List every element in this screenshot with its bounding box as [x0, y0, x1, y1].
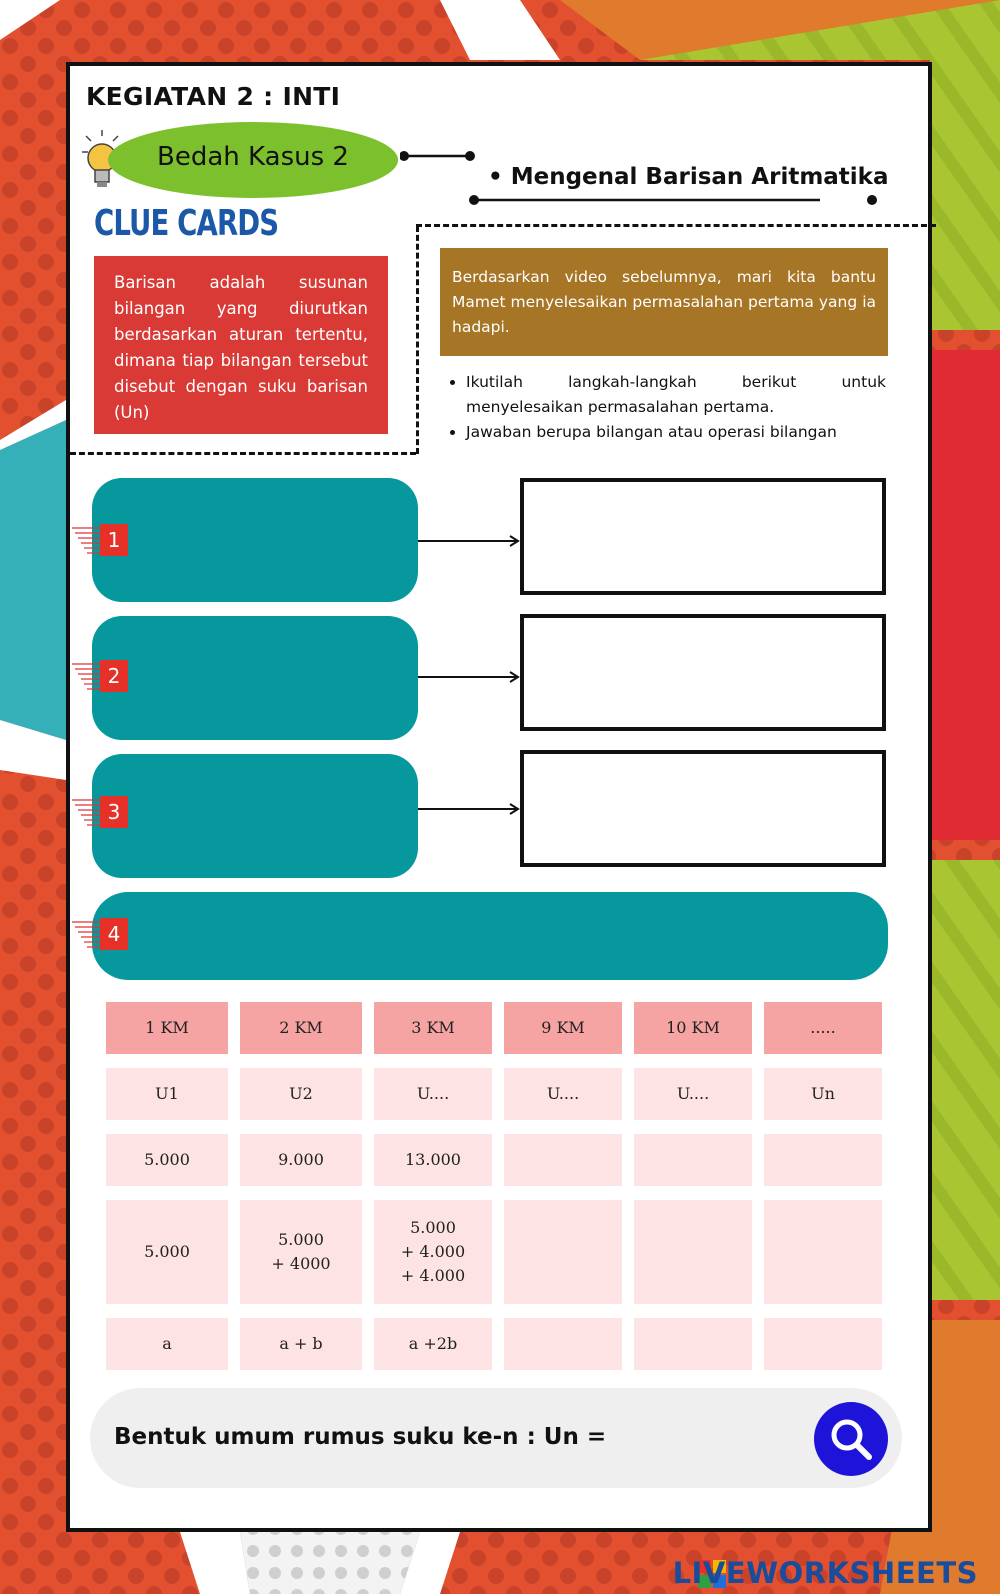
intro-card: Berdasarkan video sebelumnya, mari kita bantu Mamet menyelesaikan permasalahan pertama yang ia hadapi. — [440, 248, 888, 356]
topic-title: • Mengenal Barisan Aritmatika — [488, 164, 889, 190]
table-input-cell[interactable] — [764, 1318, 882, 1370]
table-cell: 13.000 — [374, 1134, 492, 1186]
table-cell: U.... — [374, 1068, 492, 1120]
table-header-cell: ..... — [764, 1002, 882, 1054]
topic-line-end-dot — [866, 194, 878, 206]
table-input-cell[interactable] — [764, 1200, 882, 1304]
formula-label: Bentuk umum rumus suku ke-n : Un = — [114, 1424, 607, 1450]
topic-text: Mengenal Barisan Aritmatika — [510, 164, 889, 190]
activity-title: KEGIATAN 2 : INTI — [86, 82, 341, 111]
step-2-box — [92, 616, 418, 740]
table-cell: U.... — [634, 1068, 752, 1120]
step-2-answer-field[interactable] — [520, 614, 886, 731]
instruction-list — [446, 370, 886, 445]
table-input-cell[interactable] — [634, 1318, 752, 1370]
instruction-item: • Jawaban berupa bilangan atau operasi bilangan — [466, 420, 886, 445]
table-cell: U.... — [504, 1068, 622, 1120]
step-1-badge: 1 — [100, 524, 128, 556]
liveworksheets-brand: LIVEWORKSHEETS — [672, 1556, 978, 1590]
formula-answer-field[interactable] — [570, 1414, 800, 1458]
step-1-answer-field[interactable] — [520, 478, 886, 595]
table-input-cell[interactable] — [504, 1134, 622, 1186]
table-header-cell: 3 KM — [374, 1002, 492, 1054]
dashed-divider-top — [416, 224, 936, 227]
table-header-cell: 9 KM — [504, 1002, 622, 1054]
table-cell: a +2b — [374, 1318, 492, 1370]
step-3-arrow-icon — [418, 802, 522, 816]
table-header-cell: 1 KM — [106, 1002, 228, 1054]
table-cell: 9.000 — [240, 1134, 362, 1186]
table-header-cell: 2 KM — [240, 1002, 362, 1054]
step-3-hatch-decoration — [72, 796, 100, 830]
table-cell: a + b — [240, 1318, 362, 1370]
dashed-divider-bottom — [70, 452, 416, 455]
table-cell: 5.000 — [106, 1134, 228, 1186]
case-pill — [108, 122, 398, 198]
table-cell: Un — [764, 1068, 882, 1120]
table-cell: a — [106, 1318, 228, 1370]
table-cell: 5.000 + 4.000 + 4.000 — [374, 1200, 492, 1304]
table-cell: U1 — [106, 1068, 228, 1120]
step-4-badge: 4 — [100, 918, 128, 950]
search-icon — [828, 1416, 874, 1462]
worksheet-page — [66, 62, 932, 1532]
step-3-box — [92, 754, 418, 878]
clue-cards-heading: CLUE CARDS — [94, 203, 279, 244]
table-input-cell[interactable] — [504, 1318, 622, 1370]
step-3-badge: 3 — [100, 796, 128, 828]
definition-card: Barisan adalah susunan bilangan yang diurutkan berdasarkan aturan tertentu, dimana tiap bilangan tersebut disebut dengan suku barisan (Un) — [94, 256, 388, 434]
table-cell: U2 — [240, 1068, 362, 1120]
table-input-cell[interactable] — [764, 1134, 882, 1186]
table-input-cell[interactable] — [634, 1200, 752, 1304]
table-input-cell[interactable] — [504, 1200, 622, 1304]
instruction-item: • Ikutilah langkah-langkah berikut untuk menyelesaikan permasalahan pertama. — [466, 370, 886, 420]
step-3-answer-field[interactable] — [520, 750, 886, 867]
table-cell: 5.000 + 4000 — [240, 1200, 362, 1304]
case-label: Bedah Kasus 2 — [157, 142, 349, 172]
table-input-cell[interactable] — [634, 1134, 752, 1186]
step-2-badge: 2 — [100, 660, 128, 692]
step-4-answer-field[interactable] — [92, 892, 888, 980]
step-1-hatch-decoration — [72, 524, 100, 558]
step-1-box — [92, 478, 418, 602]
table-cell: 5.000 — [106, 1200, 228, 1304]
step-4-hatch-decoration — [72, 918, 100, 952]
sequence-table — [106, 1002, 886, 1372]
step-2-arrow-icon — [418, 670, 522, 684]
search-button[interactable] — [814, 1402, 888, 1476]
step-2-hatch-decoration — [72, 660, 100, 694]
table-header-cell: 10 KM — [634, 1002, 752, 1054]
step-1-arrow-icon — [418, 534, 522, 548]
dashed-divider-vertical — [416, 226, 419, 454]
